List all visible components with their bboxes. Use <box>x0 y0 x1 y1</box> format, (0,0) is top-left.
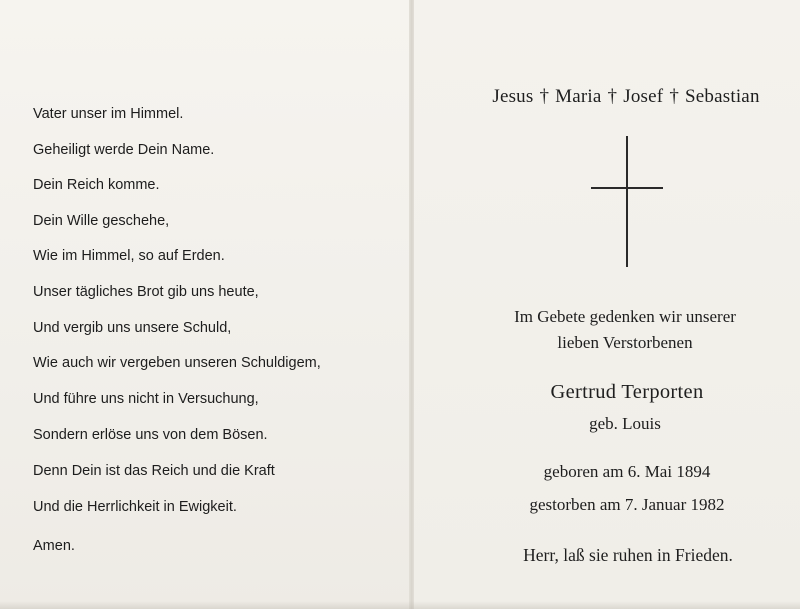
deceased-name: Gertrud Terporten <box>550 381 704 403</box>
prayer-line: Sondern erlöse uns von dem Bösen. <box>33 427 268 443</box>
birth-date: geboren am 6. Mai 1894 <box>543 462 711 481</box>
dagger-icon: † <box>539 86 550 107</box>
prayer-line: Unser tägliches Brot gib uns heute, <box>33 284 259 300</box>
maiden-name: geb. Louis <box>589 414 661 433</box>
prayer-line: Dein Reich komme. <box>33 177 160 193</box>
header-names <box>492 86 759 108</box>
prayer-line: Vater unser im Himmel. <box>33 106 184 122</box>
dagger-icon: † <box>607 86 618 107</box>
header-name: Josef <box>623 86 664 107</box>
cross-icon <box>626 136 628 267</box>
header-name: Maria <box>555 86 602 107</box>
dagger-icon: † <box>669 86 680 107</box>
prayer-line: Amen. <box>33 538 75 554</box>
prayer-line: Geheiligt werde Dein Name. <box>33 142 215 158</box>
header-name: Jesus <box>492 86 534 107</box>
prayer-line: Dein Wille geschehe, <box>33 213 170 229</box>
paper-edge <box>0 601 800 609</box>
prayer-line: Und führe uns nicht in Versuchung, <box>33 391 259 407</box>
prayer-line: Wie im Himmel, so auf Erden. <box>33 248 225 264</box>
prayer-line: Wie auch wir vergeben unseren Schuldigem, <box>33 355 321 371</box>
prayer-line: Und die Herrlichkeit in Ewigkeit. <box>33 499 237 515</box>
prayer-line: Denn Dein ist das Reich und die Kraft <box>33 463 275 479</box>
prayer-line: Und vergib uns unsere Schuld, <box>33 320 232 336</box>
cross-icon-bar <box>591 187 663 189</box>
memorial-intro-line-2: lieben Verstorbenen <box>557 333 693 352</box>
memorial-intro-line-1: Im Gebete gedenken wir unserer <box>514 307 736 326</box>
header-name: Sebastian <box>685 86 760 107</box>
closing-blessing: Herr, laß sie ruhen in Frieden. <box>523 545 733 565</box>
death-date: gestorben am 7. Januar 1982 <box>529 495 725 514</box>
